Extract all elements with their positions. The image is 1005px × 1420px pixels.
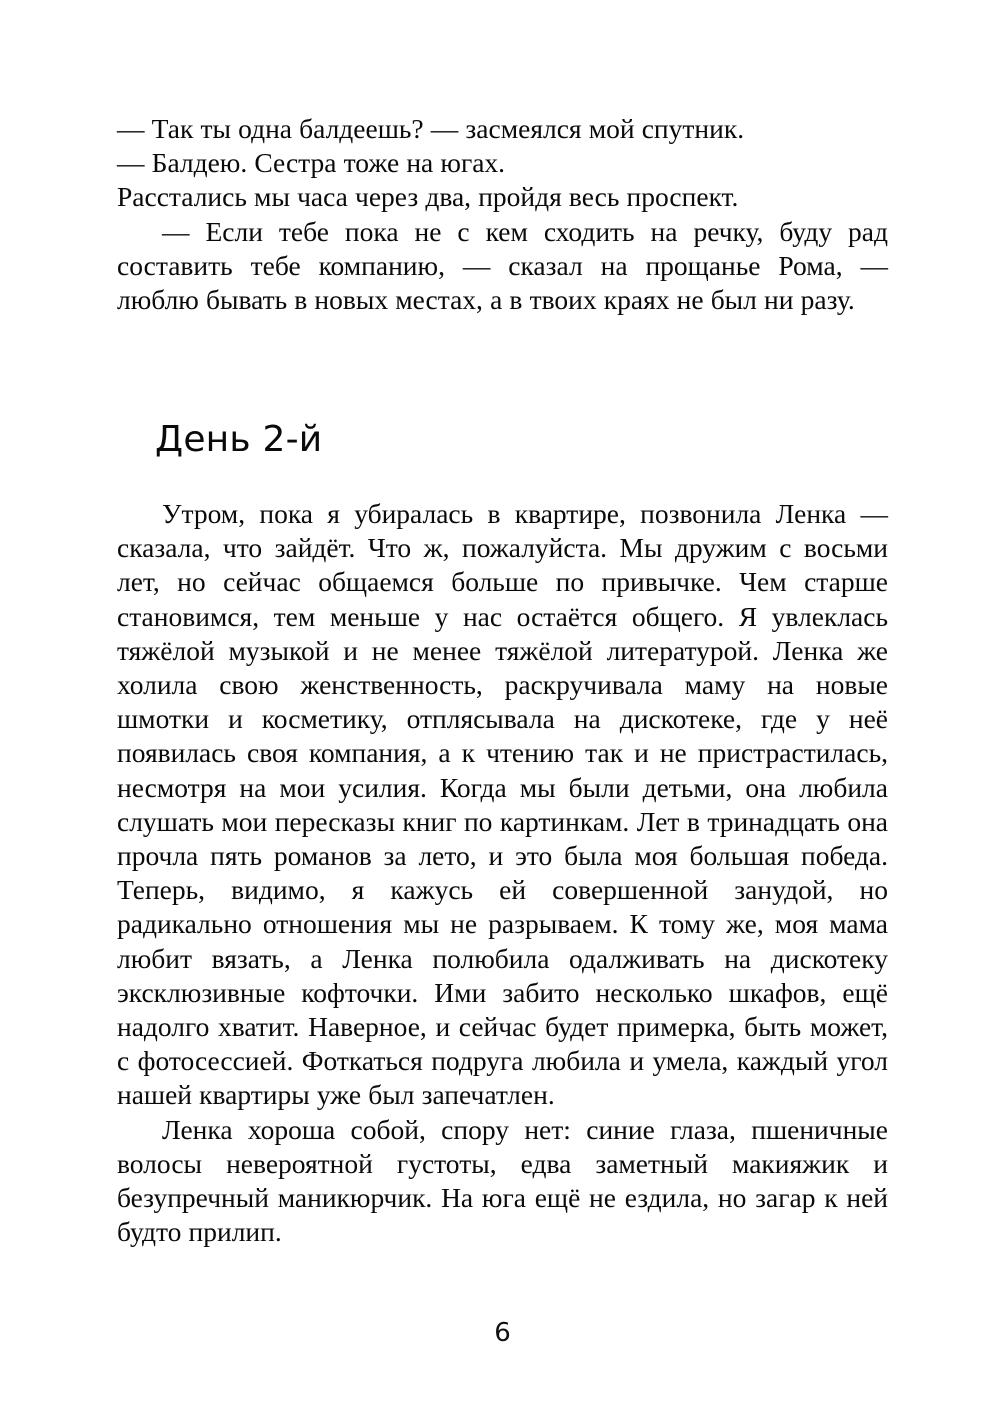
top-text-block bbox=[117, 112, 888, 317]
body-paragraph-1: Утром, пока я убиралась в квартире, позвонила Ленка — сказала, что зайдёт. Что ж, пожалуйста. Мы дружим с восьми лет, но сейчас общаемся больше по привычке. Чем старше становимся, тем меньше у нас остаётся общего. Я увлеклась тяжёлой музыкой и не менее тяжёлой литературой. Ленка же холила свою женственность, раскручивала маму на новые шмотки и косметику, отплясывала на дискотеке, где у неё появилась своя компания, а к чтению так и не пристрастилась, несмотря на мои усилия. Когда мы были детьми, она любила слушать мои пересказы книг по картинкам. Лет в тринадцать она прочла пять романов за лето, и это была моя большая победа. Теперь, видимо, я кажусь ей совершенной занудой, но радикально отношения мы не разрываем. К тому же, моя мама любит вязать, а Ленка полюбила одалживать на дискотеку эксклюзивные кофточки. Ими забито несколько шкафов, ещё надолго хватит. Наверное, и сейчас будет примерка, быть может, с фотосессией. Фоткаться подруга любила и умела, каждый угол нашей квартиры уже был запечатлен. bbox=[117, 498, 888, 1111]
section-heading-wrap bbox=[155, 418, 322, 462]
body-paragraph-2: Ленка хороша собой, спору нет: синие глаза, пшеничные волосы невероятной густоты, едва заметный макияжик и безупречный маникюрчик. На юга ещё не ездила, но загар к ней будто прилип. bbox=[117, 1113, 888, 1248]
body-text-block bbox=[117, 497, 888, 1249]
narrative-line: Расстались мы часа через два, пройдя весь проспект. bbox=[117, 181, 739, 213]
dialogue-line-1: — Так ты одна балдеешь? — засмеялся мой спутник. bbox=[117, 113, 745, 144]
page-number: 6 bbox=[494, 1318, 511, 1348]
dialogue-line-2: — Балдею. Сестра тоже на югах. bbox=[117, 147, 506, 179]
section-heading: День 2-й bbox=[155, 419, 323, 460]
top-paragraph: — Если тебе пока не с кем сходить на речку, буду рад составить тебе компанию, — сказал на прощанье Рома, — люблю бывать в новых местах, а в твоих краях не был ни разу. bbox=[117, 215, 888, 316]
